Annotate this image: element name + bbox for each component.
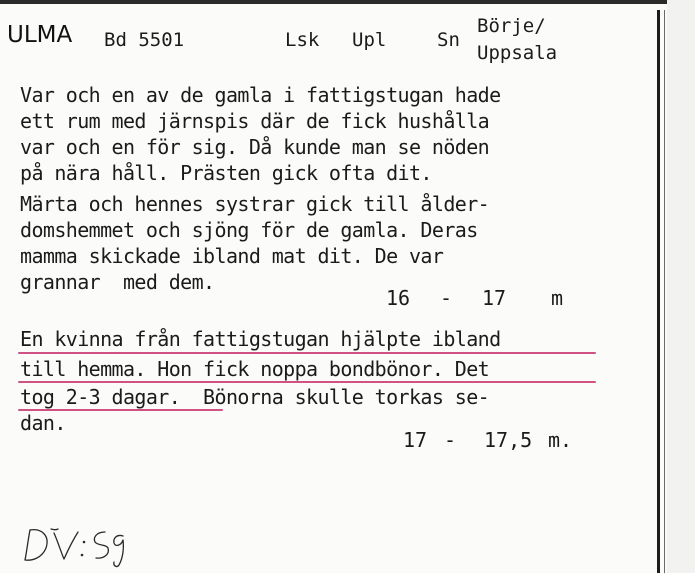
entry2-range-unit: m. [548, 428, 573, 452]
entry1-range-from: 16 [386, 286, 411, 310]
entry1-line: Var och en av de gamla i fattigstugan hade [20, 83, 501, 107]
entry2-range-dash: - [444, 428, 457, 452]
entry2-line: till hemma. Hon fick noppa bondbönor. Det [20, 357, 490, 381]
card-edge-strip [667, 0, 695, 573]
highlight-underline [18, 409, 223, 411]
record-number: Bd 5501 [104, 29, 185, 51]
highlight-underline [18, 352, 596, 354]
socken-label: Sn [437, 29, 460, 51]
entry1-line: på nära håll. Prästen gick ofta dit. [20, 161, 432, 185]
entry1-range-dash: - [440, 286, 453, 310]
right-border-line-thin [664, 10, 665, 573]
entry2-range-to: 17,5 [484, 428, 533, 452]
entry1-line: grannar med dem. [20, 270, 215, 294]
highlight-underline [18, 381, 596, 383]
place-line-2: Uppsala [477, 42, 558, 64]
entry2-line: dan. [20, 411, 66, 435]
entry2-line: tog 2-3 dagar. Bönorna skulle torkas se- [20, 385, 490, 409]
handwritten-signature [20, 524, 130, 568]
top-border [0, 0, 695, 4]
entry1-line: var och en för sig. Då kunde man se nöden [20, 135, 490, 159]
landskap-label: Lsk [285, 29, 320, 51]
entry1-line: domshemmet och sjöng för de gamla. Deras [20, 218, 478, 242]
entry2-line: En kvinna från fattigstugan hjälpte ibland [20, 327, 501, 351]
landskap-value: Upl [352, 29, 387, 51]
entry1-line: ett rum med järnspis där de fick hushålla [20, 109, 490, 133]
entry1-range-unit: m [551, 286, 564, 310]
entry1-range-to: 17 [482, 286, 507, 310]
entry2-range-from: 17 [403, 428, 428, 452]
archive-name: ULMA [7, 22, 73, 48]
entry1-line: Märta och hennes systrar gick till ålder- [20, 192, 490, 216]
place-line-1: Börje/ [477, 15, 546, 37]
entry1-line: mamma skickade ibland mat dit. De var [20, 244, 444, 268]
right-border-line [657, 10, 660, 573]
